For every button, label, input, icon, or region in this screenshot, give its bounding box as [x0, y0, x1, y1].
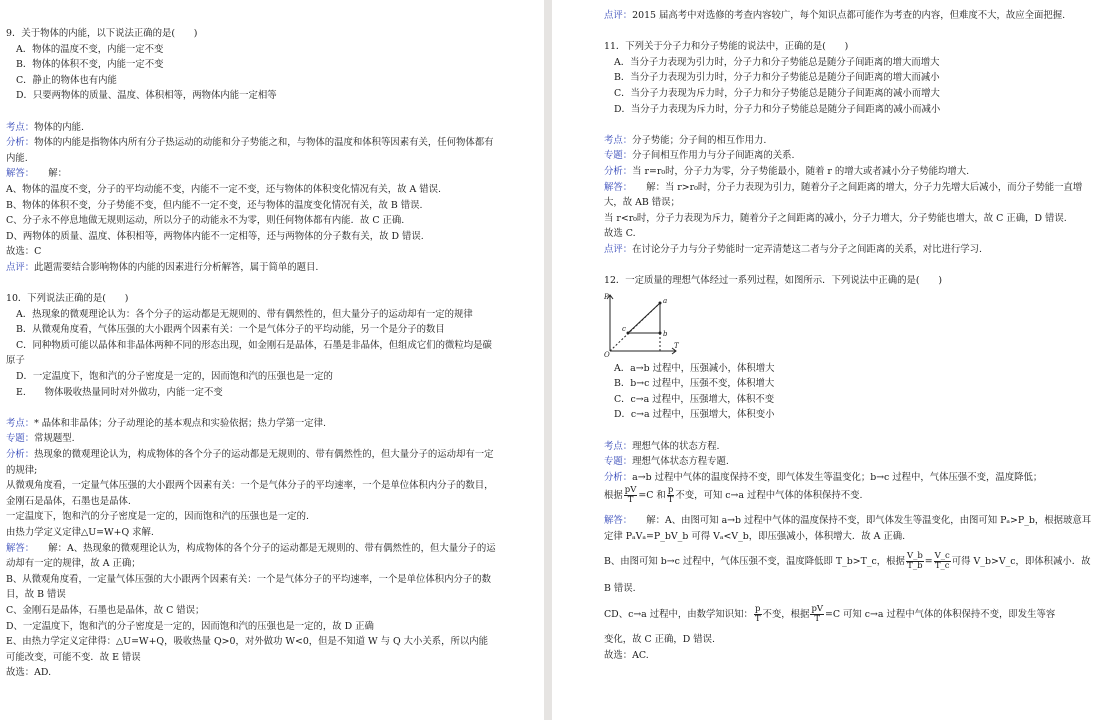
q10-guxuan: 故选：AD. [6, 667, 52, 679]
q10-option-a: A．热现象的微观理论认为：各个分子的运动都是无规则的、带有偶然性的，但大量分子的运动却有一定的规律 [16, 308, 473, 320]
q9-answer-d: D、两物体的质量、温度、体积相等，两物体内能不一定相等，还与两物体的分子数有关，故 D 错误. [6, 230, 424, 242]
point-c [627, 331, 630, 334]
q11-zhuanti: 专题：分子间相互作用力与分子间距离的关系. [604, 150, 795, 162]
q11-jieda-2: 当 r<r₀时，分子力表现为斥力，随着分子之间距离的减小，分子力增大，分子势能也增大，故 C 正确，D 错误. [604, 212, 1067, 224]
o-label: O [604, 350, 610, 357]
q12-fenxi-1: 分析：a→b 过程中气体的温度保持不变，即气体发生等温变化；b→c 过程中，气体压强不变，温度降低； [604, 471, 1043, 483]
question-9-stem: 9．关于物体的内能，以下说法正确的是( ) [6, 28, 198, 39]
q12-fenxi-2: 根据 $\frac{pV}{T}$ =C 和 $\frac{p}{T}$ 不变，可知 c→a 过程中气体的体积保持不变. [604, 485, 863, 506]
p-label: P [604, 292, 609, 301]
q11-option-c: C．当分子力表现为斥力时，分子力和分子势能总是随分子间距离的减小而增大 [614, 87, 940, 99]
vb-over-tb-fraction: $\frac{V\_b}{T\_b}$ [906, 550, 923, 571]
q10-option-b: B．从微观角度看，气体压强的大小跟两个因素有关：一个是气体分子的平均动能，另一个是分子的数目 [16, 324, 445, 336]
pv-over-t-fraction: $\frac{pV}{T}$ [624, 485, 637, 506]
q10-dianping: 点评：2015 届高考中对选修的考查内容较广，每个知识点都可能作为考查的内容，但难度不大，故应全面把握. [604, 10, 1066, 21]
q10-fenxi-4: 一定温度下，饱和汽的分子密度是一定的，因而饱和汽的压强也是一定的. [6, 511, 309, 523]
q10-option-c: C．同种物质可能以晶体和非晶体两种不同的形态出现，如金刚石是晶体，石墨是非晶体，但组成它们的微粒均是碳原子 [6, 339, 492, 367]
p-over-t-fraction: $\frac{p}{T}$ [667, 485, 674, 506]
q12-jieda-b-end: B 错误. [604, 582, 636, 594]
q12-option-b: B．b→c 过程中，压强不变，体积增大 [614, 378, 775, 390]
vc-over-tc-fraction: $\frac{V\_c}{T\_c}$ [934, 550, 950, 571]
q12-jieda-cd-end: 变化，故 C 正确，D 错误. [604, 634, 715, 646]
point-a [659, 301, 662, 304]
q11-option-a: A．当分子力表现为引力时，分子力和分子势能总是随分子间距离的增大而增大 [614, 56, 940, 68]
q9-option-a: A．物体的温度不变，内能一定不变 [16, 43, 164, 55]
q9-option-d: D．只要两物体的质量、温度、体积相等，两物体内能一定相等 [16, 90, 277, 102]
q11-guxuan: 故选 C. [604, 228, 636, 240]
q11-dianping: 点评：在讨论分子力与分子势能时一定弄清楚这二者与分子之间距离的关系，对比进行学习. [604, 243, 982, 255]
q11-jieda-1: 解答： 解：当 r>r₀时，分子力表现为引力，随着分子之间距离的增大，分子力先增大后减小，而分子势能一直增大，故 AB 错误； [604, 181, 1083, 209]
q10-fenxi-2: 从微观角度看，一定量气体压强的大小跟两个因素有关：一个是气体分子的平均速率，一个是单位体积内分子的数目， [6, 480, 494, 492]
q12-jieda-b: B、由图可知 b→c 过程中，气体压强不变，温度降低即 T_b>T_c，根据 $\frac{V\_b}{T\_b}$ = $\frac{V\_c}{T\_c}$ 可得 V_b>V_c，即体积减小．故 [604, 550, 1091, 571]
question-12-stem: 12．一定质量的理想气体经过一系列过程，如图所示．下列说法中正确的是( ) [604, 275, 942, 287]
q9-kaodian: 考点：物体的内能. [6, 121, 84, 133]
q11-fenxi: 分析：当 r=r₀时，分子力为零，分子势能最小，随着 r 的增大或者减小分子势能均增大. [604, 165, 970, 177]
q10-fenxi-5: 由热力学定义定律△U=W+Q 求解. [6, 527, 154, 538]
left-page [0, 0, 544, 720]
q12-option-a: A．a→b 过程中，压强减小，体积增大 [614, 362, 775, 374]
q10-option-d: D．一定温度下，饱和汽的分子密度是一定的，因而饱和汽的压强也是一定的 [16, 371, 333, 383]
q12-option-d: D．c→a 过程中，压强增大，体积变小 [614, 409, 775, 421]
q9-answer-a: A、物体的温度不变，分子的平均动能不变，内能不一定不变，还与物体的体积变化情况有关，故 A 错误. [6, 183, 441, 195]
q10-jieda-e: E、由热力学定义定律得：△U=W+Q，吸收热量 Q>0，对外做功 W<0，但是不知道 W 与 Q 大小关系，所以内能可能改变，可能不变．故 E 错误 [6, 636, 489, 663]
q9-option-b: B．物体的体积不变，内能一定不变 [16, 59, 164, 71]
q9-dianping: 点评：此题需要结合影响物体的内能的因素进行分析解答，属于简单的题目. [6, 261, 319, 273]
q9-answer-c: C、分子永不停息地做无规则运动，所以分子的动能永不为零，则任何物体都有内能．故 C 正确. [6, 215, 405, 227]
q10-jieda-a: 解答： 解：A、热现象的微观理论认为，构成物体的各个分子的运动都是无规则的、带有偶然性的，但大量分子的运动却有一定的规律，故 A 正确； [6, 542, 496, 570]
q10-fenxi-3: 金刚石是晶体，石墨也是晶体. [6, 495, 131, 507]
q11-kaodian: 考点：分子势能；分子间的相互作用力. [604, 134, 767, 146]
pv-over-t-fraction-2: $\frac{pV}{T}$ [811, 604, 824, 625]
q10-fenxi-1: 分析：热现象的微观理论认为，构成物体的各个分子的运动都是无规则的、带有偶然性的，但大量分子的运动却有一定的规律; [6, 449, 494, 476]
question-10-stem: 10．下列说法正确的是( ) [6, 293, 129, 305]
q12-guxuan: 故选：AC. [604, 649, 649, 661]
point-b [659, 331, 662, 334]
q10-jieda-c: C、金刚石是晶体，石墨也是晶体，故 C 错误； [6, 604, 205, 616]
ca-line [628, 303, 660, 333]
q9-answer-b: B、物体的体积不变，分子势能不变，但内能不一定不变，还与物体的温度变化情况有关，故 B 错误. [6, 199, 423, 211]
q12-option-c: C．c→a 过程中，压强增大，体积不变 [614, 393, 775, 405]
q10-jieda-b: B、从微观角度看，一定量气体压强的大小跟两个因素有关：一个是气体分子的平均速率，一个是单位体积内分子的数目，故 B 错误 [6, 573, 492, 601]
c-label: c [622, 324, 626, 333]
q12-jieda-cd: CD、c→a 过程中，由数学知识知： $\frac{p}{T}$ 不变，根据 $\frac{pV}{T}$ =C 可知 c→a 过程中气体的体积保持不变，即发生等容 [604, 604, 1056, 625]
q9-jieda: 解答： 解： [6, 168, 67, 180]
pt-diagram [604, 291, 684, 357]
q12-jieda-a: 解答： 解：A、由图可知 a→b 过程中气体的温度保持不变，即气体发生等温变化，由图可知 Pₐ>P_b，根据玻意耳定律 PₐVₐ=P_bV_b 可得 Vₐ<V_b，即压强减小，体积增大．故 A 正确. [604, 515, 1092, 543]
right-page [552, 0, 1098, 720]
q10-option-e: E. 物体吸收热量同时对外做功，内能一定不变 [16, 386, 223, 398]
question-11-stem: 11．下列关于分子力和分子势能的说法中，正确的是( ) [604, 41, 849, 53]
q10-zhuanti: 专题：常规题型. [6, 433, 75, 445]
q12-kaodian: 考点：理想气体的状态方程. [604, 440, 720, 452]
q10-jieda-d: D、一定温度下，饱和汽的分子密度是一定的，因而饱和汽的压强也是一定的，故 D 正确 [6, 620, 374, 632]
q9-option-c: C．静止的物体也有内能 [16, 74, 117, 86]
b-label: b [663, 329, 668, 338]
q11-option-d: D．当分子力表现为斥力时，分子力和分子势能总是随分子间距离的减小而减小 [614, 103, 941, 115]
t-label: T [674, 341, 679, 350]
q11-option-b: B．当分子力表现为引力时，分子力和分子势能总是随分子间距离的增大而减小 [614, 72, 940, 84]
q12-zhuanti: 专题：理想气体状态方程专题. [604, 456, 729, 468]
q10-kaodian: 考点：* 晶体和非晶体；分子动理论的基本观点和实验依据；热力学第一定律. [6, 417, 327, 429]
q9-fenxi: 分析：物体的内能是指物体内所有分子热运动的动能和分子势能之和，与物体的温度和体积等因素有关，任何物体都有内能. [6, 137, 494, 164]
q9-guxuan: 故选：C [6, 246, 42, 258]
p-over-t-fraction-2: $\frac{p}{T}$ [754, 604, 761, 625]
a-label: a [663, 296, 668, 305]
